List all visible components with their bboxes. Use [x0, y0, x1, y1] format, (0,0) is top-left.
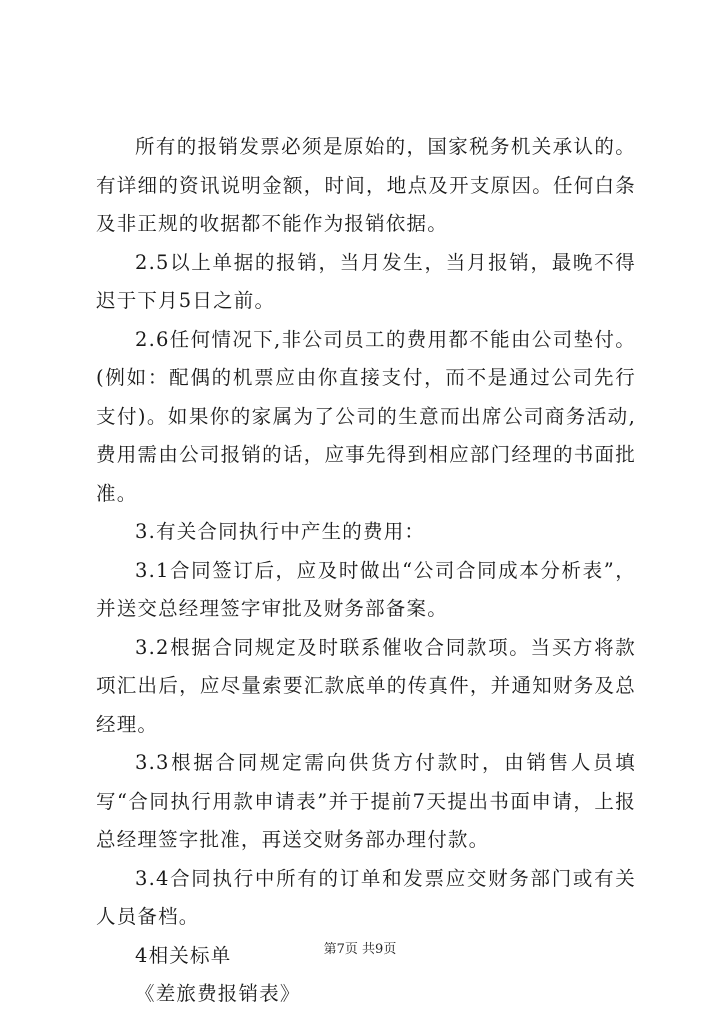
- paragraph-3-3: 3.3根据合同规定需向供货方付款时，由销售人员填写“合同执行用款申请表”并于提前7天提出书面申请，上报总经理签字批准，再送交财务部办理付款。: [96, 751, 636, 851]
- paragraph-4-heading: 4相关标单: [135, 943, 232, 967]
- paragraph-3-heading: 3.有关合同执行中产生的费用：: [135, 520, 426, 543]
- paragraph-invoice-requirements: 所有的报销发票必须是原始的，国家税务机关承认的。有详细的资讯说明金额，时间，地点及开支原因。任何白条及非正规的收据都不能作为报销依据。: [96, 135, 636, 235]
- paragraph-3-2: 3.2根据合同规定及时联系催收合同款项。当买方将款项汇出后，应尽量索要汇款底单的传真件，并通知财务及总经理。: [96, 635, 636, 736]
- paragraph-2-5: 2.5以上单据的报销，当月发生，当月报销，最晚不得迟于下月5日之前。: [96, 250, 636, 312]
- page-number-footer: 第7页 共9页: [323, 942, 397, 957]
- document-body: [96, 128, 636, 1014]
- paragraph-3-1: 3.1合同签订后，应及时做出“公司合同成本分析表”，并送交总经理签字审批及财务部备案。: [96, 558, 636, 620]
- paragraph-2-6: 2.6任何情况下,非公司员工的费用都不能由公司垫付。(例如：配偶的机票应由你直接支付，而不是通过公司先行支付)。如果你的家属为了公司的生意而出席公司商务活动,费用需由公司报销的话，应事先得到相应部门经理的书面批准。: [96, 327, 636, 505]
- paragraph-3-4: 3.4合同执行中所有的订单和发票应交财务部门或有关人员备档。: [96, 866, 636, 928]
- paragraph-form-title: 《差旅费报销表》: [135, 982, 301, 1005]
